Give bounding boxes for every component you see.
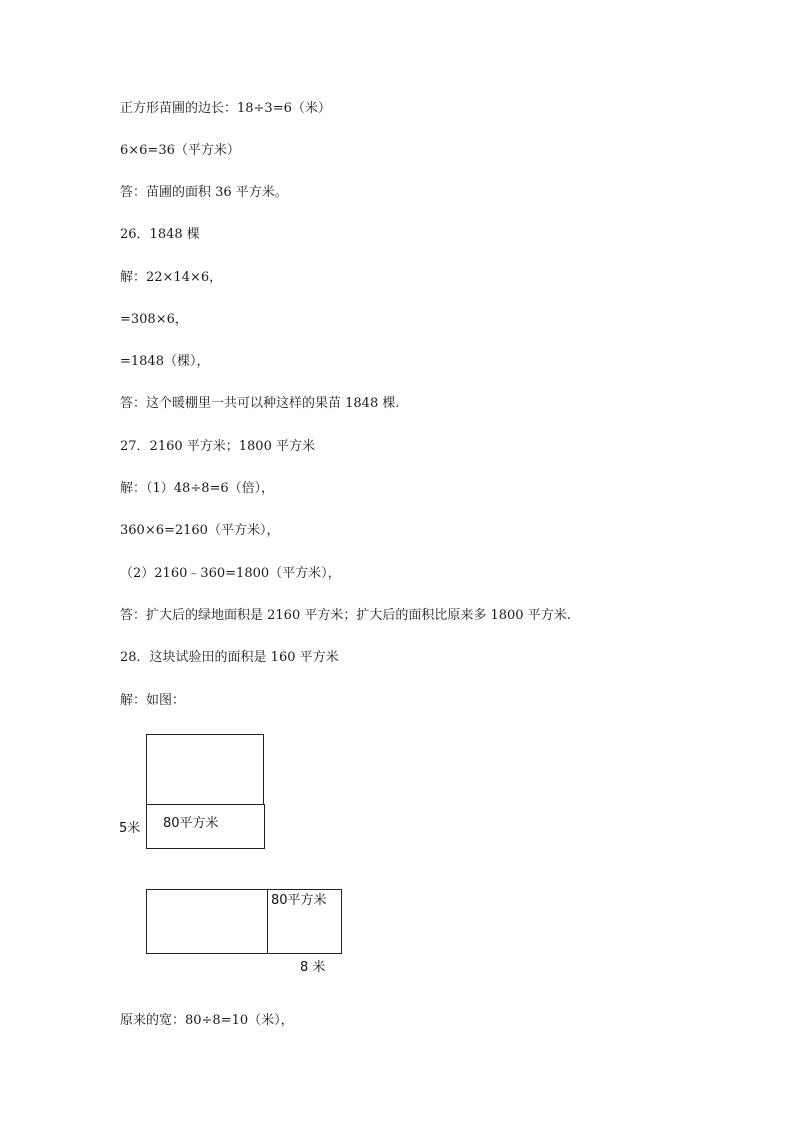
text-line: 解：如图： [120,693,186,708]
text-line: （2）2160﹣360=1800（平方米）， [120,566,341,581]
question-28-answer: 28．这块试验田的面积是 160 平方米 [120,650,339,665]
length-label: 8 米 [300,960,326,975]
text-line: 正方形苗圃的边长：18÷3=6（米） [120,101,331,116]
text-line: 360×6=2160（平方米）， [120,523,280,538]
text-line: 6×6=36（平方米） [120,143,240,158]
upper-rectangle [146,734,264,805]
question-26-answer: 26．1848 棵 [120,227,200,242]
text-line: 答：扩大后的绿地面积是 2160 平方米；扩大后的面积比原来多 1800 平方米. [120,608,571,623]
question-27-answer: 27．2160 平方米；1800 平方米 [120,439,315,454]
text-line: 答：苗圃的面积 36 平方米。 [120,185,288,200]
divider-line [267,889,268,954]
text-line: =1848（棵）， [120,354,210,369]
text-line: 解：（1）48÷8=6（倍）， [120,481,275,496]
area-label: 80平方米 [271,893,327,908]
side-length-label: 5米 [119,821,141,836]
text-line: 答：这个暖棚里一共可以种这样的果苗 1848 棵. [120,396,400,411]
text-line: 解：22×14×6， [120,270,223,285]
area-label: 80平方米 [163,816,219,831]
text-line: =308×6， [120,312,188,327]
text-line: 原来的宽：80÷8=10（米）， [120,1013,294,1028]
